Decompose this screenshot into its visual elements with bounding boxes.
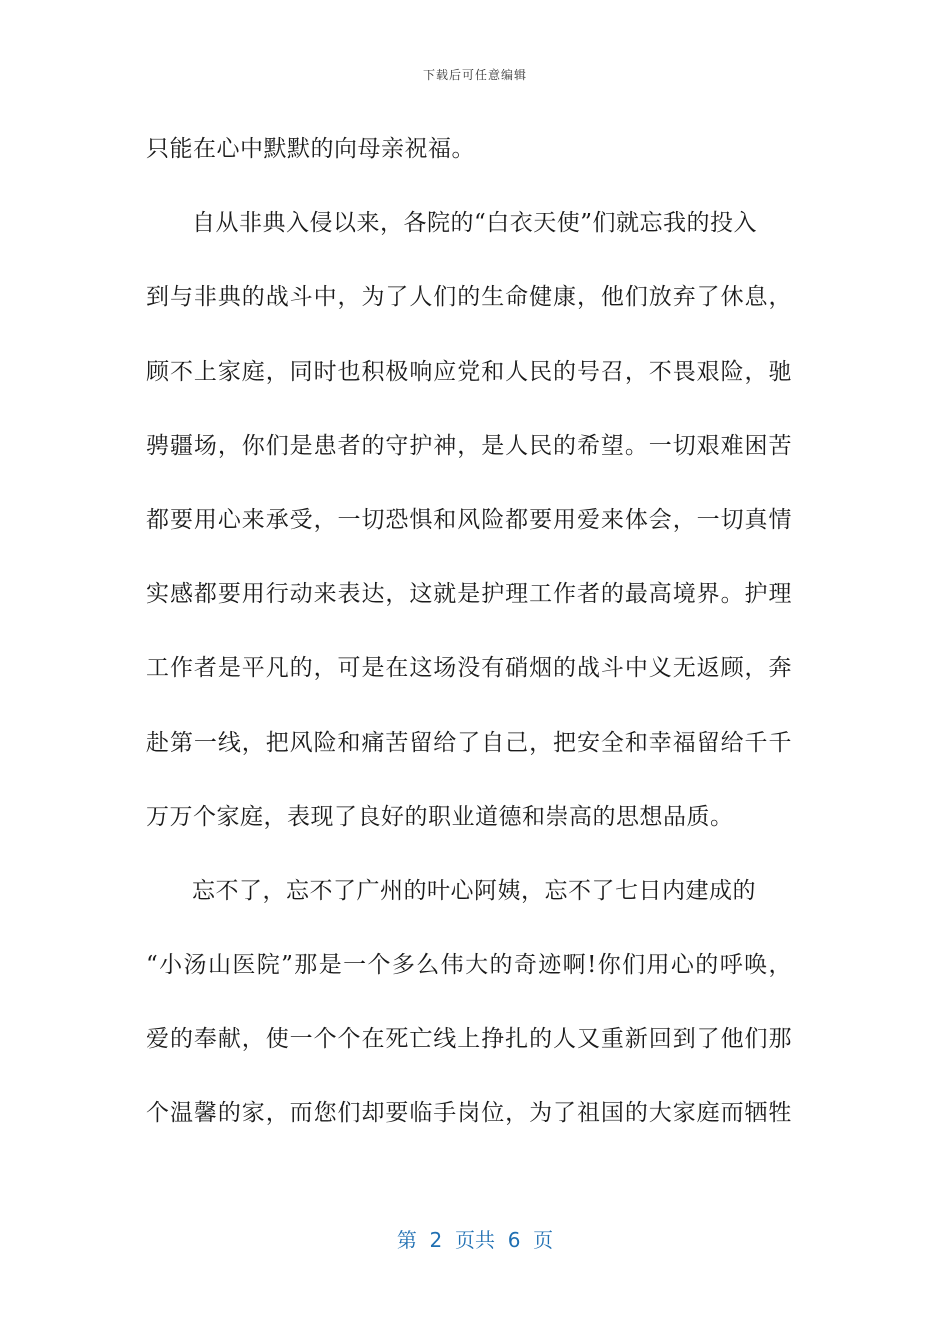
paragraph-line: 爱的奉献，使一个个在死亡线上挣扎的人又重新回到了他们那: [146, 1026, 792, 1053]
paragraph-line: 赴第一线，把风险和痛苦留给了自己，把安全和幸福留给千千: [146, 729, 792, 756]
paragraph-line: 个温馨的家，而您们却要临手岗位，为了祖国的大家庭而牺牲: [146, 1100, 792, 1127]
paragraph-line: 都要用心来承受，一切恐惧和风险都要用爱来体会，一切真情: [146, 506, 792, 533]
body-text: [146, 112, 792, 1151]
paragraph-line: 自从非典入侵以来，各院的“白衣天使”们就忘我的投入: [192, 210, 758, 237]
paragraph-line: 万万个家庭，表现了良好的职业道德和崇高的思想品质。: [146, 803, 734, 830]
paragraph-line: 顾不上家庭，同时也积极响应党和人民的号召，不畏艰险，驰: [146, 358, 792, 385]
paragraph-line: 只能在心中默默的向母亲祝福。: [146, 136, 475, 162]
paragraph-line: 实感都要用行动来表达，这就是护理工作者的最高境界。护理: [146, 581, 792, 608]
paragraph-line: 骋疆场，你们是患者的守护神，是人民的希望。一切艰难困苦: [146, 432, 792, 459]
page-number: 第 2 页共 6 页: [396, 1228, 554, 1252]
paragraph-line: “小汤山医院”那是一个多么伟大的奇迹啊!你们用心的呼唤，: [146, 952, 792, 979]
paragraph-line: 到与非典的战斗中，为了人们的生命健康，他们放弃了休息，: [146, 284, 792, 311]
paragraph-line: 工作者是平凡的，可是在这场没有硝烟的战斗中义无返顾，奔: [146, 655, 792, 682]
paragraph-line: 忘不了，忘不了广州的叶心阿姨，忘不了七日内建成的: [192, 877, 756, 904]
header-note: 下载后可任意编辑: [422, 68, 527, 82]
